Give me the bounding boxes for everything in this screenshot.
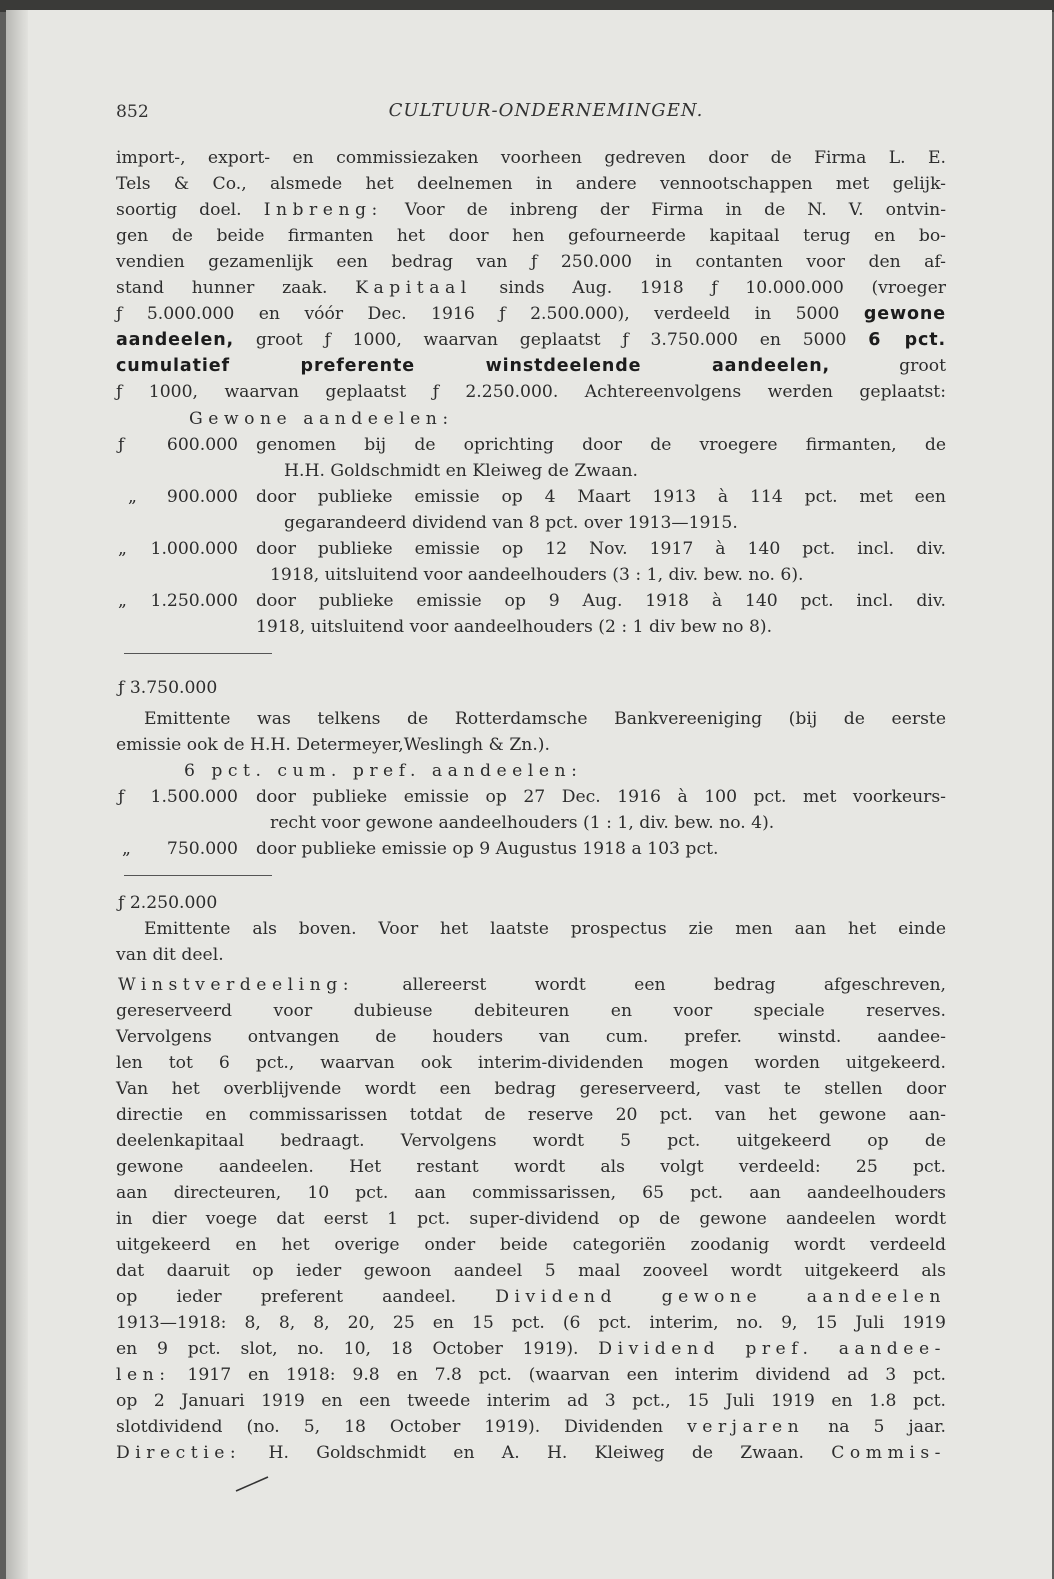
- sum-rule: [124, 653, 272, 654]
- kapitaal-label: Kapitaal: [355, 278, 472, 298]
- dividend-gewone-label: Dividend gewone aandeelen: [495, 1287, 946, 1307]
- text-line: recht voor gewone aandeelhouders (1 : 1, div. bew. no. 4).: [270, 813, 775, 833]
- text-line: 1913—1918: 8, 8, 8, 20, 25 en 15 pct. (6 pct. interim, no. 9, 15 Juli 1919: [116, 1313, 946, 1333]
- text-line: Directie: H. Goldschmidt en A. H. Kleiweg de Zwaan. Commis-: [116, 1443, 946, 1463]
- amount: 750.000: [166, 839, 238, 859]
- text-line: emissie ook de H.H. Determeyer,Weslingh & Zn.).: [116, 735, 550, 755]
- text-line: uitgekeerd en het overige onder beide categoriën zoodanig wordt verdeeld: [116, 1235, 946, 1255]
- winstverdeeling-label: Winstverdeeling:: [118, 975, 355, 995]
- text-line: van dit deel.: [116, 945, 224, 965]
- text-line: door publieke emissie op 9 Augustus 1918 a 103 pct.: [256, 839, 719, 859]
- text-line: Van het overblijvende wordt een bedrag gereserveerd, vast te stellen door: [116, 1079, 946, 1099]
- text-line: aan directeuren, 10 pct. aan commissarissen, 65 pct. aan aandeelhouders: [116, 1183, 946, 1203]
- text-line: Emittente was telkens de Rotterdamsche Bankvereeniging (bij de eerste: [144, 709, 946, 729]
- text-line: Emittente als boven. Voor het laatste prospectus zie men aan het einde: [144, 919, 946, 939]
- total-amount: ƒ 3.750.000: [118, 678, 218, 698]
- currency-mark: „: [118, 591, 127, 611]
- verjaren-label: verjaren: [687, 1417, 805, 1437]
- text-line: len tot 6 pct., waarvan ook interim-dividenden mogen worden uitgekeerd.: [116, 1053, 946, 1073]
- section-heading: 6 pct. cum. pref. aandeelen:: [184, 761, 583, 781]
- directie-label: Directie:: [116, 1443, 242, 1463]
- text-line: door publieke emissie op 27 Dec. 1916 à 100 pct. met voorkeurs-: [256, 787, 946, 807]
- amount: 1.000.000: [150, 539, 238, 559]
- text-line: door publieke emissie op 12 Nov. 1917 à 140 pct. incl. div.: [256, 539, 946, 559]
- text-line: stand hunner zaak. Kapitaal sinds Aug. 1918 ƒ 10.000.000 (vroeger: [116, 278, 946, 298]
- text-line: genomen bij de oprichting door de vroegere firmanten, de: [256, 435, 946, 455]
- currency-mark: „: [128, 487, 137, 507]
- page-number: 852: [116, 102, 149, 122]
- text-line: deelenkapitaal bedraagt. Vervolgens wordt 5 pct. uitgekeerd op de: [116, 1131, 946, 1151]
- dividend-pref-label: Dividend pref. aandee-: [598, 1339, 946, 1359]
- text-line: directie en commissarissen totdat de reserve 20 pct. van het gewone aan-: [116, 1105, 946, 1125]
- amount: 1.500.000: [150, 787, 238, 807]
- text-line: H.H. Goldschmidt en Kleiweg de Zwaan.: [284, 461, 639, 481]
- total-amount: ƒ 2.250.000: [118, 893, 218, 913]
- text-line: gereserveerd voor dubieuse debiteuren en voor speciale reserves.: [116, 1001, 946, 1021]
- text-line: cumulatief preferente winstdeelende aandeelen, groot: [116, 356, 946, 376]
- text-line: soortig doel. Inbreng: Voor de inbreng der Firma in de N. V. ontvin-: [116, 200, 947, 220]
- section-heading: Gewone aandeelen:: [189, 409, 454, 429]
- text-line: ƒ 1000, waarvan geplaatst ƒ 2.250.000. Achtereenvolgens werden geplaatst:: [116, 382, 946, 402]
- text-line: vendien gezamenlijk een bedrag van ƒ 250.000 in contanten voor den af-: [116, 252, 946, 272]
- currency-mark: „: [118, 539, 127, 559]
- text-line: len: 1917 en 1918: 9.8 en 7.8 pct. (waarvan een interim dividend ad 3 pct.: [116, 1365, 946, 1385]
- amount: 900.000: [166, 487, 238, 507]
- text-line: dat daaruit op ieder gewoon aandeel 5 maal zooveel wordt uitgekeerd als: [116, 1261, 946, 1281]
- text-line: Tels & Co., alsmede het deelnemen in andere vennootschappen met gelijk-: [116, 174, 946, 194]
- text-line: op 2 Januari 1919 en een tweede interim ad 3 pct., 15 Juli 1919 en 1.8 pct.: [116, 1391, 946, 1411]
- text-line: gewone aandeelen. Het restant wordt als volgt verdeeld: 25 pct.: [116, 1157, 946, 1177]
- text-line: import-, export- en commissiezaken voorheen gedreven door de Firma L. E.: [116, 148, 946, 168]
- currency-mark: ƒ: [118, 787, 125, 807]
- text-line: en 9 pct. slot, no. 10, 18 October 1919). Dividend pref. aandee-: [116, 1339, 946, 1359]
- running-title: CULTUUR-ONDERNEMINGEN.: [388, 100, 704, 121]
- pencil-mark: [234, 1475, 270, 1493]
- amount: 600.000: [166, 435, 238, 455]
- currency-mark: „: [122, 839, 131, 859]
- text-line: gegarandeerd dividend van 8 pct. over 1913—1915.: [284, 513, 738, 533]
- text-line: 1918, uitsluitend voor aandeelhouders (2 : 1 div bew no 8).: [256, 617, 773, 637]
- text-line: ƒ 5.000.000 en vóór Dec. 1916 ƒ 2.500.000), verdeeld in 5000 gewone: [116, 304, 946, 324]
- text-line: Vervolgens ontvangen de houders van cum. prefer. winstd. aandee-: [116, 1027, 946, 1047]
- sum-rule: [124, 875, 272, 876]
- text-line: gen de beide firmanten het door hen gefourneerde kapitaal terug en bo-: [116, 226, 946, 246]
- inbreng-label: Inbreng:: [263, 200, 383, 220]
- text-line: door publieke emissie op 4 Maart 1913 à 114 pct. met een: [256, 487, 946, 507]
- currency-mark: ƒ: [118, 435, 125, 455]
- text-line: slotdividend (no. 5, 18 October 1919). Dividenden verjaren na 5 jaar.: [116, 1417, 946, 1437]
- page-gutter-shadow: [6, 10, 28, 1579]
- book-page: [6, 10, 1052, 1579]
- text-line: in dier voege dat eerst 1 pct. super-dividend op de gewone aandeelen wordt: [116, 1209, 946, 1229]
- text-line: Winstverdeeling: allereerst wordt een bedrag afgeschreven,: [118, 975, 946, 995]
- amount: 1.250.000: [150, 591, 238, 611]
- text-line: door publieke emissie op 9 Aug. 1918 à 140 pct. incl. div.: [256, 591, 946, 611]
- text-line: aandeelen, groot ƒ 1000, waarvan geplaatst ƒ 3.750.000 en 5000 6 pct.: [116, 330, 947, 350]
- text-line: op ieder preferent aandeel. Dividend gewone aandeelen: [116, 1287, 946, 1307]
- text-line: 1918, uitsluitend voor aandeelhouders (3 : 1, div. bew. no. 6).: [270, 565, 804, 585]
